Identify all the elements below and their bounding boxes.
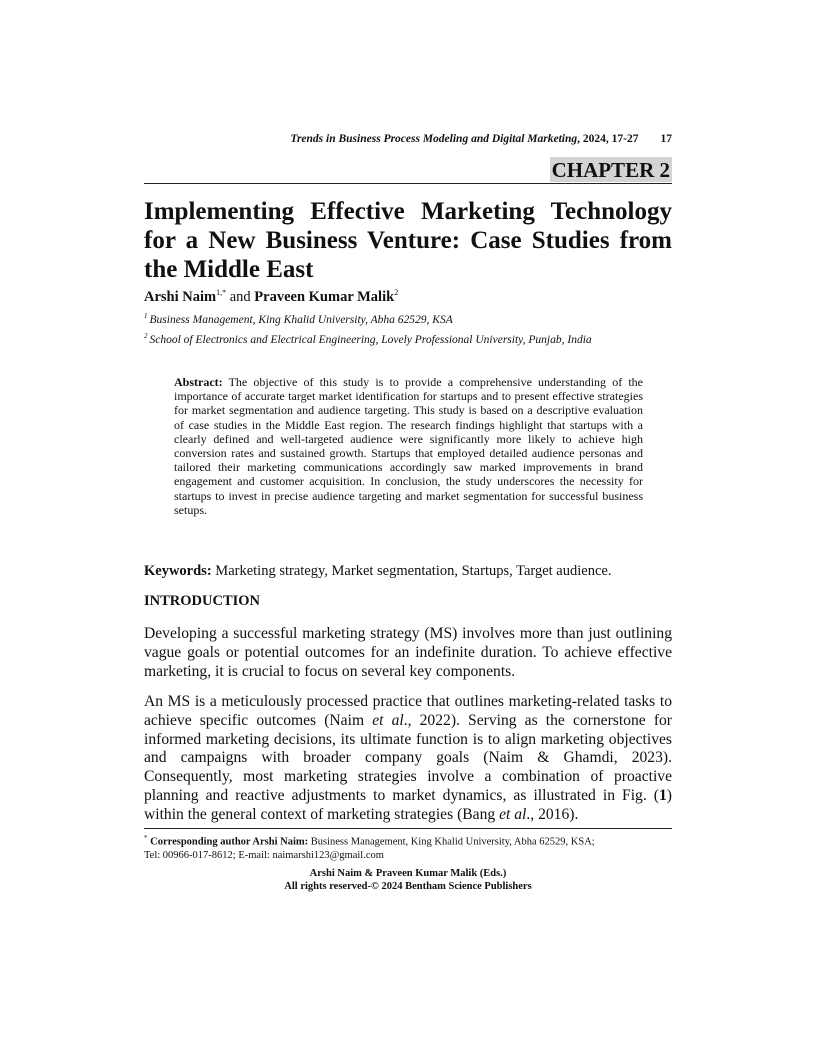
publisher-line-2: All rights reserved-© 2024 Bentham Science Publishers	[284, 881, 532, 892]
affiliation-1-sup: 1	[144, 312, 148, 320]
abstract-label: Abstract:	[174, 375, 223, 389]
affiliation-2-sup: 2	[144, 332, 148, 340]
author-conjunction: and	[226, 288, 255, 305]
chapter-title: Implementing Effective Marketing Technology for a New Business Venture: Case Studies from the Middle East	[144, 198, 672, 283]
page-number: 17	[660, 133, 672, 145]
citation-et-al-1: et al	[372, 711, 404, 729]
author-2-sup: 2	[394, 288, 399, 297]
abstract-text: The objective of this study is to provide a comprehensive understanding of the importance of accurate target market identification for startups and to present effective strategies for market segmentation and audience targeting. This study is based on a descriptive evaluation of case studies in the Middle East region. The research findings highlight that startups with a clearly defined and well-targeted audience were significantly more likely to achieve high conversion rates and sustained growth. Startups that employed detailed audience personas and tailored their marketing communications accordingly saw marked improvements in brand engagement and customer acquisition. In conclusion, the study underscores the necessity for startups to invest in precise audience targeting and market segmentation for successful business setups.	[174, 375, 643, 517]
section-heading-introduction: INTRODUCTION	[144, 593, 261, 609]
footnote-label: Corresponding author Arshi Naim:	[147, 836, 309, 848]
citation-et-al-2: et al	[499, 805, 527, 823]
paragraph-2-part-4: ., 2016).	[526, 805, 579, 823]
affiliation-1-text: Business Management, King Khalid University, Abha 62529, KSA	[149, 313, 453, 326]
footnote-marker: *	[144, 834, 148, 842]
figure-reference-link[interactable]: 1	[659, 786, 667, 804]
footnote-divider	[144, 828, 672, 829]
paragraph-1: Developing a successful marketing strategy (MS) involves more than just outlining vague goals or potential outcomes for an indefinite duration. To achieve effective marketing, it is crucial to focus on several key components.	[144, 625, 672, 680]
affiliation-1	[144, 312, 453, 326]
publisher-info	[144, 867, 672, 893]
footnote-line-1: Business Management, King Khalid University, Abha 62529, KSA;	[308, 836, 595, 848]
journal-title: Trends in Business Process Modeling and Digital Marketing	[290, 133, 578, 145]
paragraph-2	[144, 693, 672, 825]
abstract	[174, 375, 643, 517]
footnote-line-2: Tel: 00966-017-8612; E-mail: naimarshi123@gmail.com	[144, 849, 384, 861]
keywords-text: Marketing strategy, Market segmentation, Startups, Target audience.	[211, 563, 612, 579]
author-1-sup: 1,*	[216, 288, 227, 297]
keywords	[144, 563, 611, 580]
journal-year-pages: , 2024, 17-27	[577, 133, 639, 145]
paragraph-2-part-2: ., 2022). Serving as the cornerstone for informed marketing decisions, its ultimate function is to align marketing objectives and campaigns with broader company goals (Naim & Ghamdi, 2023). Consequently, most marketing strategies involve a combination of proactive planning and reactive adjustments to market dynamics, as illustrated in Fig. (	[144, 711, 673, 804]
author-1: Arshi Naim	[144, 288, 217, 305]
chapter-label: CHAPTER 2	[551, 158, 670, 182]
running-head	[144, 133, 672, 145]
paragraph-2-part-1: An MS is a meticulously processed practice that outlines marketing-related tasks to achieve specific outcomes (Naim	[144, 693, 672, 729]
publisher-line-1: Arshi Naim & Praveen Kumar Malik (Eds.)	[309, 868, 507, 879]
affiliation-2	[144, 332, 592, 346]
chapter-bar	[144, 157, 672, 184]
author-2: Praveen Kumar Malik	[254, 288, 395, 305]
keywords-label: Keywords:	[144, 563, 212, 579]
paragraph-2-part-3: ) within the general context of marketing strategies (Bang	[144, 786, 672, 823]
affiliation-2-text: School of Electronics and Electrical Engineering, Lovely Professional University, Punjab, India	[149, 333, 592, 346]
author-line	[144, 288, 398, 306]
footnote	[144, 832, 672, 862]
